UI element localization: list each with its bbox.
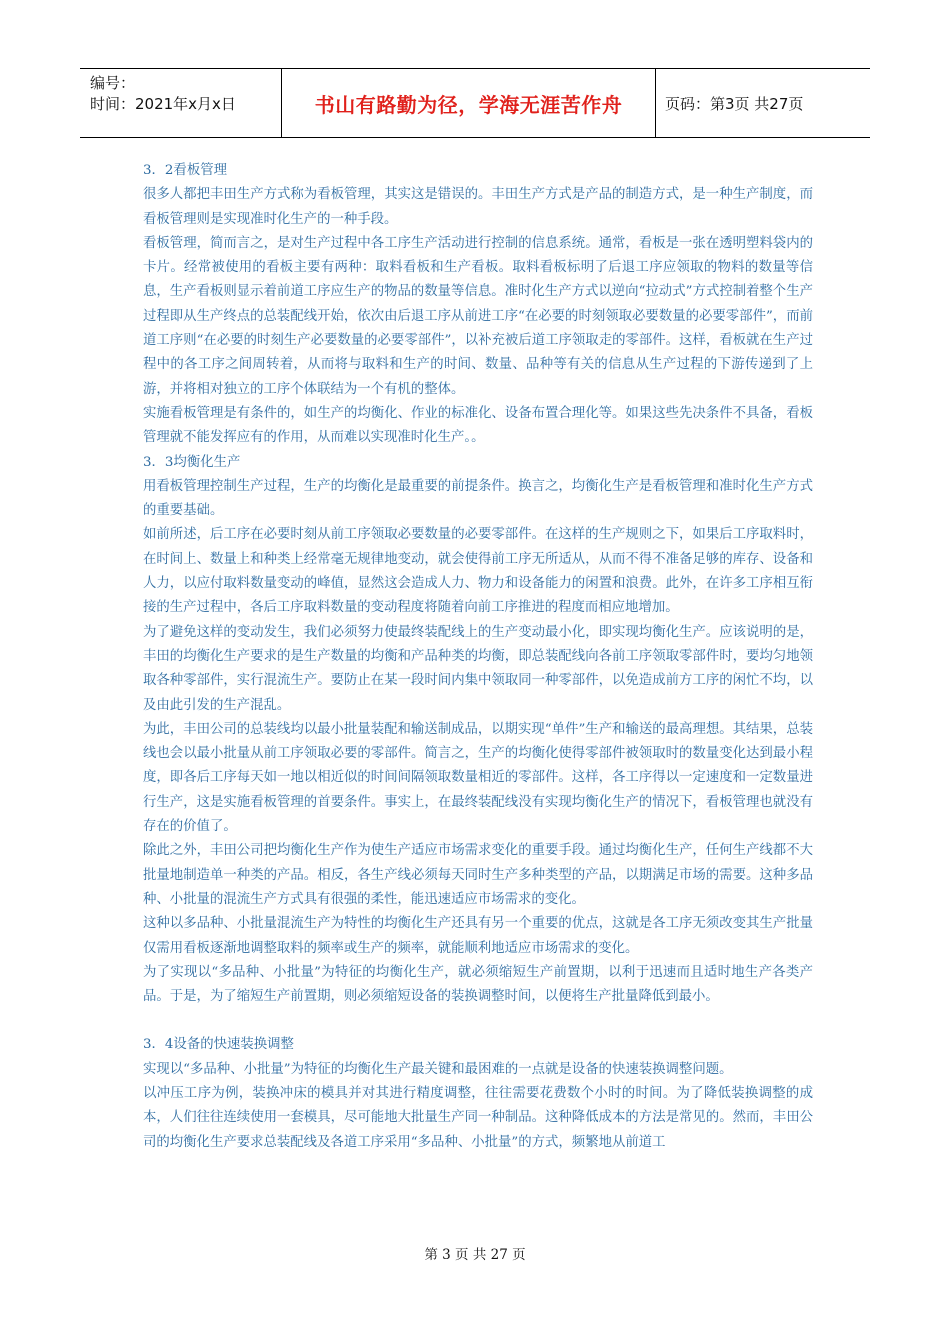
body-paragraph: 用看板管理控制生产过程，生产的均衡化是最重要的前提条件。换言之，均衡化生产是看板管理和准时化生产方式的重要基础。 bbox=[143, 478, 813, 519]
section-heading: 3．4设备的快速装换调整 bbox=[143, 1037, 294, 1053]
section-heading: 3．3均衡化生产 bbox=[143, 454, 241, 470]
body-paragraph: 如前所述，后工序在必要时刻从前工序领取必要数量的必要零部件。在这样的生产规则之下，如果后工序取料时，在时间上、数量上和种类上经常毫无规律地变动，就会使得前工序无所适从，从而不得不准备足够的库存、设备和人力，以应付取料数量变动的峰值，显然这会造成人力、物力和设备能力的闲置和浪费。此外，在许多工序相互衔接的生产过程中，各后工序取料数量的变动程度将随着向前工序推进的程度而相应地增加。 bbox=[143, 527, 813, 616]
document-number-label: 编号： bbox=[90, 74, 136, 92]
body-paragraph: 实施看板管理是有条件的，如生产的均衡化、作业的标准化、设备布置合理化等。如果这些先决条件不具备，看板管理就不能发挥应有的作用，从而难以实现准时化生产。。 bbox=[143, 405, 813, 446]
document-date-label: 时间：2021年x月x日 bbox=[90, 95, 236, 113]
document-body bbox=[143, 159, 813, 1155]
body-paragraph: 看板管理，简而言之，是对生产过程中各工序生产活动进行控制的信息系统。通常，看板是一张在透明塑料袋内的卡片。经常被使用的看板主要有两种：取料看板和生产看板。取料看板标明了后退工序应领取的物料的数量等信息，生产看板则显示着前道工序应生产的物品的数量等信息。准时化生产方式以逆向“拉动式”方式控制着整个生产过程即从生产终点的总装配线开始，依次由后退工序从前进工序“在必要的时刻领取必要数量的必要零部件”，而前道工序则“在必要的时刻生产必要数量的必要零部件”，以补充被后道工序领取走的零部件。这样，看板就在生产过程中的各工序之间周转着，从而将与取料和生产的时间、数量、品种等有关的信息从生产过程的下游传递到了上游，并将相对独立的工序个体联结为一个有机的整体。 bbox=[143, 235, 813, 397]
header-motto: 书山有路勤为径，学海无涯苦作舟 bbox=[314, 92, 623, 117]
body-paragraph: 为了实现以“多品种、小批量”为特征的均衡化生产，就必须缩短生产前置期，以利于迅速而且适时地生产各类产品。于是，为了缩短生产前置期，则必须缩短设备的装换调整时间，以便将生产批量降低到最小。 bbox=[143, 964, 813, 1005]
document-header bbox=[80, 68, 870, 138]
body-paragraph: 为了避免这样的变动发生，我们必须努力使最终装配线上的生产变动最小化，即实现均衡化生产。应该说明的是，丰田的均衡化生产要求的是生产数量的均衡和产品种类的均衡，即总装配线向各前工序领取零部件时，要均匀地领取各种零部件，实行混流生产。要防止在某一段时间内集中领取同一种零部件，以免造成前方工序的闲忙不均，以及由此引发的生产混乱。 bbox=[143, 624, 813, 713]
section-spacer bbox=[143, 1009, 813, 1033]
header-page-label: 页码：第3页 共27页 bbox=[665, 94, 804, 113]
body-paragraph: 实现以“多品种、小批量”为特征的均衡化生产最关键和最困难的一点就是设备的快速装换调整问题。 bbox=[143, 1061, 733, 1077]
body-paragraph: 很多人都把丰田生产方式称为看板管理，其实这是错误的。丰田生产方式是产品的制造方式，是一种生产制度，而看板管理则是实现准时化生产的一种手段。 bbox=[143, 187, 813, 227]
footer-page-number: 第 3 页 共 27 页 bbox=[424, 1247, 526, 1263]
header-page-cell bbox=[656, 69, 870, 137]
page-footer bbox=[0, 1243, 950, 1263]
body-paragraph: 为此，丰田公司的总装线均以最小批量装配和输送制成品，以期实现“单件”生产和输送的最高理想。其结果，总装线也会以最小批量从前工序领取必要的零部件。简言之，生产的均衡化使得零部件被领取时的数量变化达到最小程度，即各后工序每天如一地以相近似的时间间隔领取数量相近的零部件。这样，各工序得以一定速度和一定数量进行生产，这是实施看板管理的首要条件。事实上，在最终装配线没有实现均衡化生产的情况下，看板管理也就没有存在的价值了。 bbox=[143, 721, 813, 835]
body-paragraph: 除此之外，丰田公司把均衡化生产作为使生产适应市场需求变化的重要手段。通过均衡化生产，任何生产线都不大批量地制造单一种类的产品。相反，各生产线必须每天同时生产多种类型的产品，以期满足市场的需要。这种多品种、小批量的混流生产方式具有很强的柔性，能迅速适应市场需求的变化。 bbox=[143, 843, 813, 907]
header-info-cell bbox=[80, 69, 282, 137]
section-heading: 3．2看板管理 bbox=[143, 163, 227, 178]
body-paragraph: 这种以多品种、小批量混流生产为特性的均衡化生产还具有另一个重要的优点，这就是各工序无须改变其生产批量仅需用看板逐渐地调整取料的频率或生产的频率，就能顺利地适应市场需求的变化。 bbox=[143, 916, 813, 956]
body-paragraph: 以冲压工序为例，装换冲床的模具并对其进行精度调整，往往需要花费数个小时的时间。为了降低装换调整的成本，人们往往连续使用一套模具，尽可能地大批量生产同一种制品。这种降低成本的方法是常见的。然而，丰田公司的均衡化生产要求总装配线及各道工序采用“多品种、小批量”的方式，频繁地从前道工 bbox=[143, 1085, 813, 1150]
header-motto-cell bbox=[282, 69, 656, 137]
